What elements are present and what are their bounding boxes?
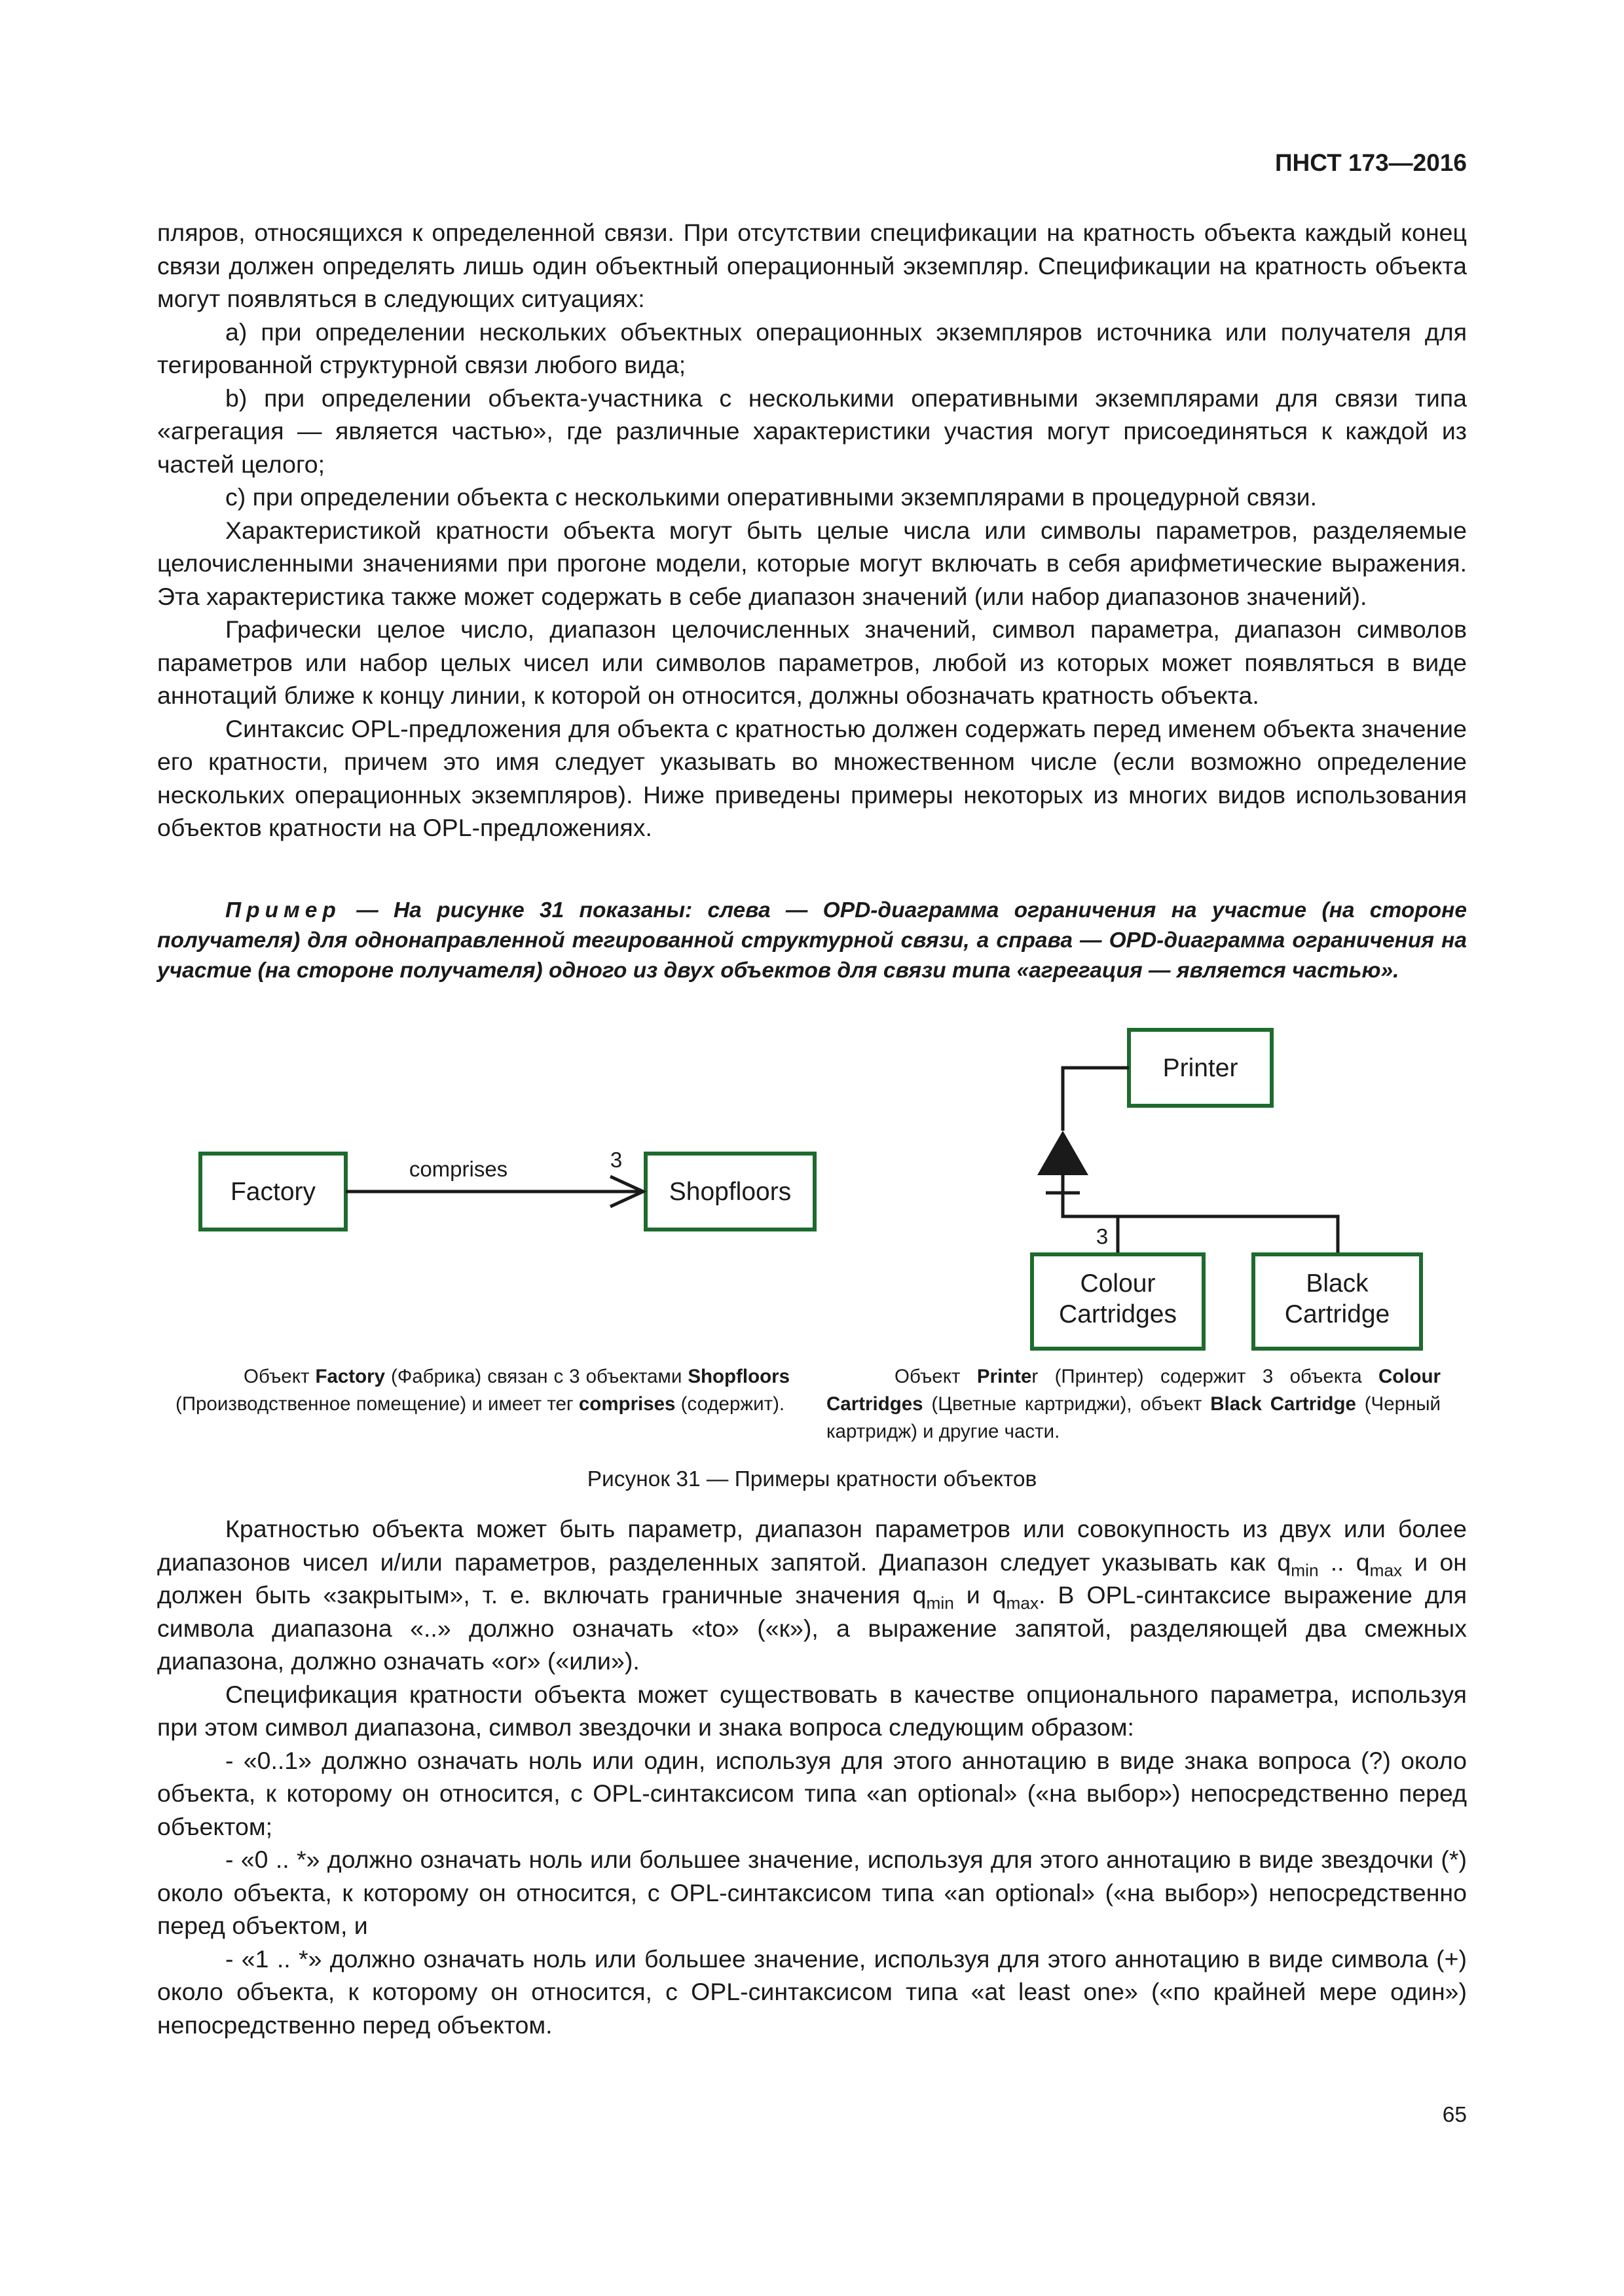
caption-object-name: Printe xyxy=(976,1366,1032,1387)
subscript: min xyxy=(926,1593,954,1613)
subscript: max xyxy=(1006,1593,1039,1613)
example-label: Пример xyxy=(225,898,341,922)
text-run: и q xyxy=(953,1581,1006,1609)
text-run: и он должен быть «закрытым», т. е. включать граничные значения q xyxy=(157,1548,1467,1609)
text-run: Кратностью объекта может быть параметр, диапазон параметров или совокупность из двух или более диапазонов чисел и/или параметров, разделенных запятой. Диапазон следует указывать как q xyxy=(157,1515,1467,1576)
example-note xyxy=(157,896,1467,986)
aggregation-link-bar xyxy=(1063,1212,1338,1254)
black-cartridge-label-line1: Black xyxy=(1306,1269,1369,1298)
document-code-header: ПНСТ 173—2016 xyxy=(1274,149,1467,176)
multiplicity-label: 3 xyxy=(1096,1224,1109,1248)
list-item: - «0..1» должно означать ноль или один, используя для этого аннотацию в виде знака вопроса (?) около объекта, к которому он относится, с OPL-синтаксисом типа «an optional» («на выбор») непосредственно перед объектом; xyxy=(157,1746,1467,1840)
caption-text: (Цветные картриджи), объект xyxy=(923,1393,1211,1415)
caption-right xyxy=(826,1363,1441,1446)
paragraph: Спецификация кратности объекта может существовать в качестве опционального параметра, используя при этом символ диапазона, символ звездочки и знака вопроса следующим образом: xyxy=(157,1680,1467,1741)
caption-object-name: comprises xyxy=(578,1393,676,1415)
factory-label: Factory xyxy=(230,1178,316,1206)
paragraph xyxy=(157,1512,1467,1678)
list-item: - «1 .. *» должно означать ноль или большее значение, используя для этого аннотацию в виде символа (+) около объекта, к которому он относится, с OPL-синтаксисом типа «at least one» («по крайней мере один») непосредственно перед объектом. xyxy=(157,1944,1467,2039)
printer-label: Printer xyxy=(1162,1054,1238,1082)
list-item-a: a) при определении нескольких объектных операционных экземпляров источника или получателя для тегированной структурной связи любого вида; xyxy=(157,318,1467,378)
right-diagram xyxy=(1032,1030,1421,1349)
page-number: 65 xyxy=(1442,2103,1467,2127)
black-cartridge-label-line2: Cartridge xyxy=(1284,1300,1390,1328)
factory-box xyxy=(200,1154,346,1230)
paragraph: Графически целое число, диапазон целочисленных значений, символ параметра, диапазон символов параметров или набор целых чисел или символов параметров, любой из которых может появляться в виде аннотаций ближе к концу линии, к которой он относится, должны обозначать кратность объекта. xyxy=(157,615,1467,709)
figure-title: Рисунок 31 — Примеры кратности объектов xyxy=(587,1467,1037,1491)
example-text: — На рисунке 31 показаны: слева — OPD-диаграмма ограничения на участие (на стороне получателя) для однонаправленной тегированной структурной связи, а справа — OPD-диаграмма ограничения на участие (на стороне получателя) одного из двух объектов для связи типа «агрегация — является частью». xyxy=(157,898,1467,983)
list-item-c: c) при определении объекта с несколькими оперативными экземплярами в процедурной связи. xyxy=(225,483,1318,511)
aggregation-triangle-icon xyxy=(1037,1131,1088,1175)
text-run: .. q xyxy=(1318,1548,1370,1576)
body-text-bottom xyxy=(157,1512,1467,2041)
left-diagram xyxy=(200,1148,815,1230)
text-run: . В OPL-синтаксисе выражение для символа диапазона «..» должно означать «to» («к»), а выражение запятой, разделяющей два смежных диапазона, должно означать «or» («или»). xyxy=(157,1581,1467,1675)
caption-text: r (Принтер) содержит 3 объекта xyxy=(1031,1366,1378,1387)
caption-left xyxy=(175,1363,790,1418)
colour-cartridges-box xyxy=(1032,1254,1204,1349)
black-cartridge-box xyxy=(1253,1254,1421,1349)
list-item: - «0 .. *» должно означать ноль или большее значение, используя для этого аннотацию в виде звездочки (*) около объекта, к которому он относится, с OPL-синтаксисом типа «an optional» («на выбор») непосредственно перед объектом, и xyxy=(157,1846,1467,1939)
caption-text: Объект xyxy=(895,1366,977,1387)
caption-text: (содержит). xyxy=(675,1393,785,1415)
body-text-top xyxy=(157,216,1467,845)
multiplicity-label: 3 xyxy=(610,1148,623,1172)
paragraph: Синтаксис OPL-предложения для объекта с кратностью должен содержать перед именем объекта значение его кратности, причем это имя следует указывать во множественном числе (если возможно определение нескольких операционных экземпляров). Ниже приведены примеры некоторых из многих видов использования объектов кратности на OPL-предложениях. xyxy=(157,714,1467,841)
caption-object-name: Factory xyxy=(315,1366,386,1387)
aggregation-link-top xyxy=(1063,1068,1129,1131)
caption-text: (Производственное помещение) и имеет тег xyxy=(175,1393,579,1415)
subscript: max xyxy=(1369,1560,1403,1580)
caption-text: (Черный картридж) и другие части. xyxy=(826,1393,1441,1442)
caption-text: (Фабрика) связан с 3 объектами xyxy=(385,1366,688,1387)
paragraph: Характеристикой кратности объекта могут быть целые числа или символы параметров, разделяемые целочисленными значениями при прогоне модели, которые могут включать в себя арифметические выражения. Эта характеристика также может содержать в себе диапазон значений (или набор диапазонов значений). xyxy=(157,516,1467,610)
arrowhead-icon xyxy=(610,1176,643,1207)
subscript: min xyxy=(1291,1560,1319,1580)
colour-cartridges-label-line2: Cartridges xyxy=(1059,1300,1177,1328)
printer-box xyxy=(1129,1030,1272,1106)
shopfloors-box xyxy=(646,1154,815,1230)
list-item-b: b) при определении объекта-участника с несколькими оперативными экземплярами для связи типа «агрегация — является частью», где различные характеристики участия могут присоединяться к каждой из частей целого; xyxy=(157,384,1467,478)
shopfloors-label: Shopfloors xyxy=(669,1178,792,1206)
caption-object-name: Shopfloors xyxy=(688,1366,790,1387)
caption-text: Объект xyxy=(244,1366,316,1387)
paragraph: пляров, относящихся к определенной связи. При отсутствии спецификации на кратность объекта каждый конец связи должен определять лишь один объектный операционный экземпляр. Спецификации на кратность объекта могут появляться в следующих ситуациях: xyxy=(157,219,1467,312)
caption-object-name: Colour Cartridges xyxy=(826,1366,1441,1415)
colour-cartridges-label-line1: Colour xyxy=(1080,1269,1156,1298)
link-label: comprises xyxy=(409,1157,508,1181)
caption-object-name: Black Cartridge xyxy=(1210,1393,1356,1415)
